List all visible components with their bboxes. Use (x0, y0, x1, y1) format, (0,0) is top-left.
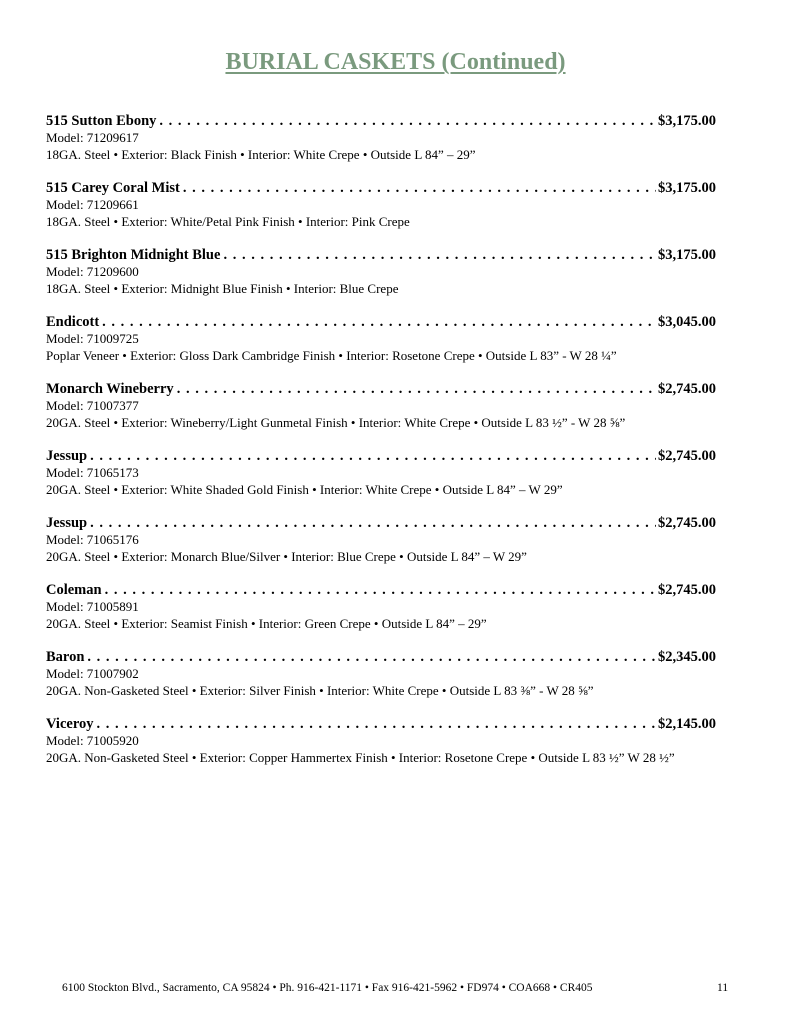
casket-list (46, 112, 746, 782)
dot-leader (90, 447, 656, 465)
casket-name-line (46, 648, 716, 666)
casket-name-line (46, 179, 716, 197)
casket-description: 18GA. Steel • Exterior: White/Petal Pink Finish • Interior: Pink Crepe (46, 213, 410, 229)
casket-description: 20GA. Non-Gasketed Steel • Exterior: Silver Finish • Interior: White Crepe • Outside L 83 ⅜” - W 28 ⅝” (46, 682, 594, 698)
dot-leader (97, 715, 656, 733)
page-title: BURIAL CASKETS (Continued) (225, 49, 566, 75)
casket-price: $2,145.00 (658, 716, 716, 732)
casket-name-line (46, 313, 716, 331)
dot-leader (183, 179, 656, 197)
casket-entry (46, 112, 746, 179)
casket-name-line (46, 380, 716, 398)
casket-price: $2,745.00 (658, 515, 716, 531)
casket-price: $3,175.00 (658, 113, 716, 129)
casket-name-line (46, 112, 716, 130)
casket-model: Model: 71065173 (46, 465, 139, 480)
casket-model: Model: 71009725 (46, 331, 139, 346)
casket-description: 20GA. Steel • Exterior: White Shaded Gold Finish • Interior: White Crepe • Outside L 84” – W 29” (46, 481, 563, 497)
casket-entry (46, 179, 746, 246)
casket-name: 515 Carey Coral Mist (46, 180, 180, 196)
casket-name-line (46, 581, 716, 599)
dot-leader (105, 581, 656, 599)
dot-leader (223, 246, 656, 264)
casket-price: $3,175.00 (658, 247, 716, 263)
casket-entry (46, 380, 746, 447)
casket-entry (46, 514, 746, 581)
casket-description: 18GA. Steel • Exterior: Black Finish • Interior: White Crepe • Outside L 84” – 29” (46, 146, 476, 162)
casket-name: Monarch Wineberry (46, 381, 174, 397)
casket-name-line (46, 246, 716, 264)
casket-entry (46, 246, 746, 313)
casket-price: $2,745.00 (658, 381, 716, 397)
casket-name: Jessup (46, 515, 88, 531)
casket-name-line (46, 715, 716, 733)
dot-leader (102, 313, 656, 331)
casket-model: Model: 71007377 (46, 398, 139, 413)
dot-leader (90, 514, 656, 532)
casket-model: Model: 71007902 (46, 666, 139, 681)
casket-model: Model: 71209617 (46, 130, 139, 145)
casket-name: 515 Brighton Midnight Blue (46, 247, 221, 263)
casket-model: Model: 71065176 (46, 532, 139, 547)
casket-name-line (46, 447, 716, 465)
casket-description: 20GA. Non-Gasketed Steel • Exterior: Copper Hammertex Finish • Interior: Rosetone Crepe • Outside L 83 ½” W 28 ½” (46, 749, 675, 765)
casket-description: Poplar Veneer • Exterior: Gloss Dark Cambridge Finish • Interior: Rosetone Crepe • Outside L 83” - W 28 ¼” (46, 347, 617, 363)
casket-name: Jessup (46, 448, 88, 464)
dot-leader (87, 648, 656, 666)
casket-name: Viceroy (46, 716, 94, 732)
casket-description: 20GA. Steel • Exterior: Wineberry/Light Gunmetal Finish • Interior: White Crepe • Outside L 83 ½” - W 28 ⅝” (46, 414, 626, 430)
casket-entry (46, 715, 746, 782)
page-number: 11 (717, 982, 729, 994)
casket-entry (46, 581, 746, 648)
casket-price: $2,745.00 (658, 448, 716, 464)
casket-description: 18GA. Steel • Exterior: Midnight Blue Finish • Interior: Blue Crepe (46, 280, 399, 296)
footer-address: 6100 Stockton Blvd., Sacramento, CA 95824 • Ph. 916-421-1171 • Fax 916-421-5962 • FD974 • COA668 • CR405 (62, 982, 593, 994)
casket-model: Model: 71209661 (46, 197, 139, 212)
casket-entry (46, 313, 746, 380)
casket-name: Coleman (46, 582, 102, 598)
casket-name-line (46, 514, 716, 532)
casket-price: $2,345.00 (658, 649, 716, 665)
casket-model: Model: 71209600 (46, 264, 139, 279)
dot-leader (159, 112, 656, 130)
casket-description: 20GA. Steel • Exterior: Seamist Finish • Interior: Green Crepe • Outside L 84” – 29” (46, 615, 487, 631)
casket-entry (46, 447, 746, 514)
casket-name: Endicott (46, 314, 100, 330)
casket-price: $3,175.00 (658, 180, 716, 196)
dot-leader (177, 380, 656, 398)
casket-model: Model: 71005891 (46, 599, 139, 614)
casket-model: Model: 71005920 (46, 733, 139, 748)
casket-name: Baron (46, 649, 85, 665)
casket-name: 515 Sutton Ebony (46, 113, 157, 129)
casket-price: $3,045.00 (658, 314, 716, 330)
casket-entry (46, 648, 746, 715)
casket-description: 20GA. Steel • Exterior: Monarch Blue/Silver • Interior: Blue Crepe • Outside L 84” – W 29” (46, 548, 527, 564)
casket-price: $2,745.00 (658, 582, 716, 598)
